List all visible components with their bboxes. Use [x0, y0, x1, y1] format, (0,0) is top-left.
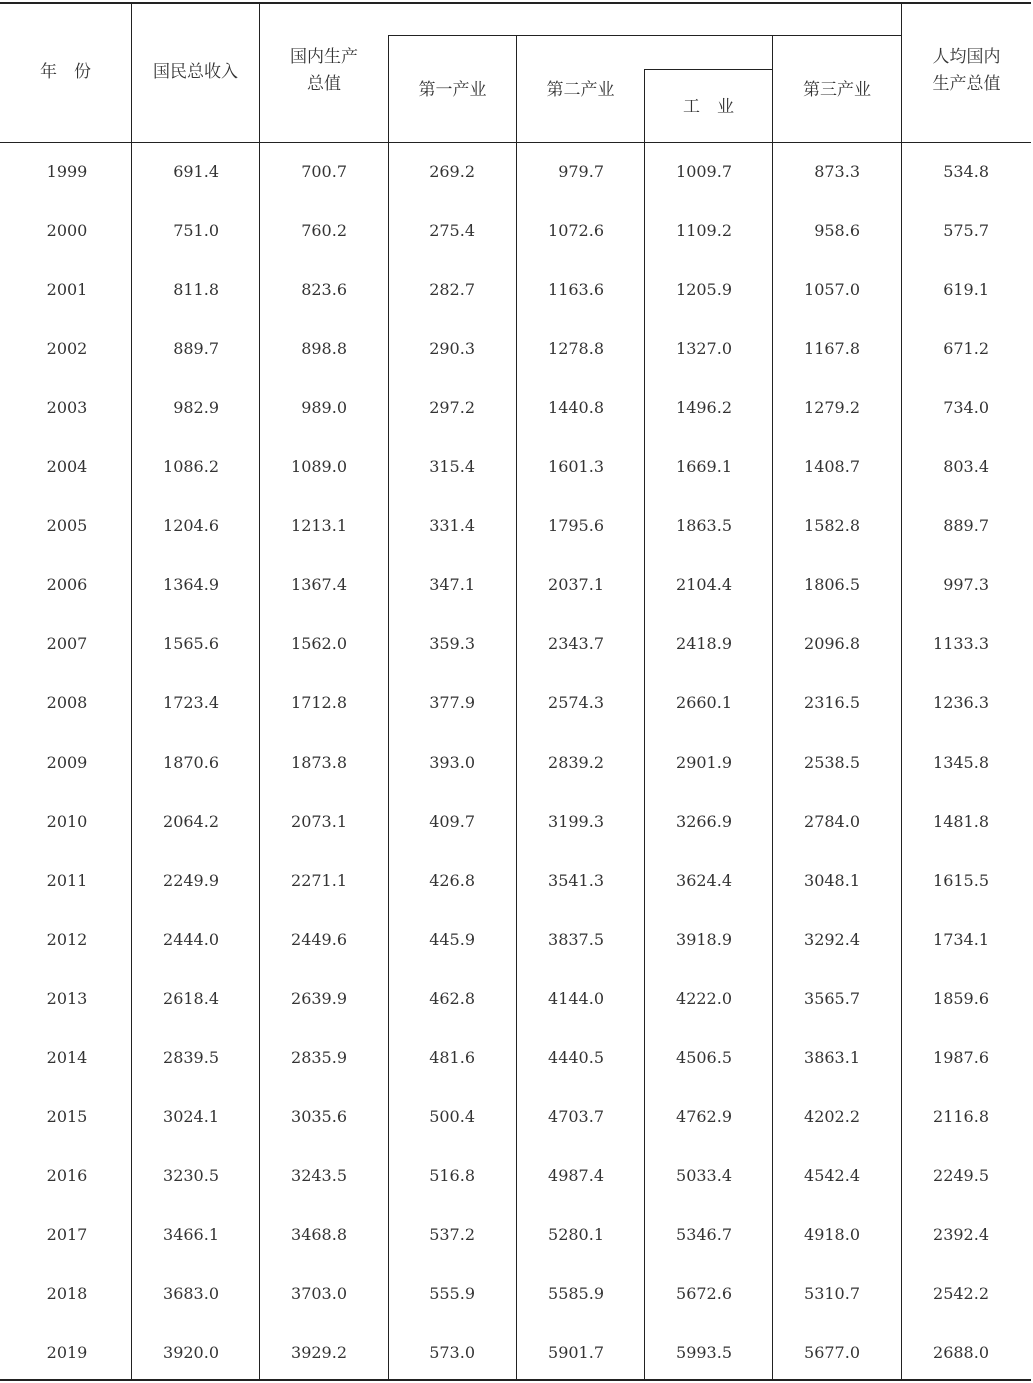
cell-tertiary-industry: 3565.7	[804, 989, 860, 1008]
cell-gdp: 898.8	[301, 339, 347, 358]
cell-gdp: 823.6	[301, 280, 347, 299]
cell-gdp: 3703.0	[291, 1284, 347, 1303]
cell-year: 2005	[46, 516, 88, 535]
cell-per-capita-gdp: 619.1	[943, 280, 989, 299]
cell-year: 2003	[46, 398, 88, 417]
cell-primary-industry: 347.1	[429, 575, 475, 594]
cell-secondary-industry: 5280.1	[548, 1225, 604, 1244]
cell-gross-national-income: 3230.5	[163, 1166, 219, 1185]
cell-per-capita-gdp: 2392.4	[933, 1225, 989, 1244]
cell-gross-national-income: 2618.4	[163, 989, 219, 1008]
cell-per-capita-gdp: 1133.3	[933, 634, 989, 653]
cell-industry: 1205.9	[676, 280, 732, 299]
header-per-capita-line1: 人均国内	[932, 47, 1001, 67]
cell-gdp: 2449.6	[291, 930, 347, 949]
header-primary-industry: 第一产业	[418, 80, 487, 100]
cell-primary-industry: 297.2	[429, 398, 475, 417]
cell-year: 2017	[46, 1225, 88, 1244]
cell-tertiary-industry: 5677.0	[804, 1343, 860, 1362]
cell-per-capita-gdp: 2542.2	[933, 1284, 989, 1303]
cell-gdp: 1712.8	[291, 693, 347, 712]
cell-industry: 2901.9	[676, 753, 732, 772]
cell-gross-national-income: 3024.1	[163, 1107, 219, 1126]
cell-tertiary-industry: 1806.5	[804, 575, 860, 594]
cell-industry: 5346.7	[676, 1225, 732, 1244]
cell-primary-industry: 290.3	[429, 339, 475, 358]
cell-industry: 1109.2	[676, 221, 732, 240]
cell-year: 2001	[46, 280, 88, 299]
cell-per-capita-gdp: 1345.8	[933, 753, 989, 772]
cell-gdp: 2639.9	[291, 989, 347, 1008]
cell-tertiary-industry: 1408.7	[804, 457, 860, 476]
cell-industry: 5033.4	[676, 1166, 732, 1185]
cell-secondary-industry: 4987.4	[548, 1166, 604, 1185]
cell-primary-industry: 377.9	[429, 693, 475, 712]
cell-gdp: 2271.1	[291, 871, 347, 890]
cell-tertiary-industry: 873.3	[814, 162, 860, 181]
cell-secondary-industry: 1072.6	[548, 221, 604, 240]
cell-secondary-industry: 1278.8	[548, 339, 604, 358]
cell-primary-industry: 462.8	[429, 989, 475, 1008]
header-secondary-industry: 第二产业	[546, 80, 615, 100]
cell-gdp: 1562.0	[291, 634, 347, 653]
cell-primary-industry: 573.0	[429, 1343, 475, 1362]
cell-industry: 3918.9	[676, 930, 732, 949]
cell-primary-industry: 282.7	[429, 280, 475, 299]
cell-gdp: 1367.4	[291, 575, 347, 594]
cell-secondary-industry: 3837.5	[548, 930, 604, 949]
cell-gdp: 700.7	[301, 162, 347, 181]
cell-primary-industry: 516.8	[429, 1166, 475, 1185]
cell-primary-industry: 481.6	[429, 1048, 475, 1067]
header-industry: 工 业	[683, 97, 734, 117]
cell-industry: 5993.5	[676, 1343, 732, 1362]
cell-per-capita-gdp: 2688.0	[933, 1343, 989, 1362]
cell-per-capita-gdp: 2249.5	[933, 1166, 989, 1185]
cell-year: 2004	[46, 457, 88, 476]
cell-primary-industry: 409.7	[429, 812, 475, 831]
header-gdp-line2: 总值	[307, 74, 341, 94]
cell-industry: 1863.5	[676, 516, 732, 535]
cell-gdp: 2073.1	[291, 812, 347, 831]
cell-year: 2013	[46, 989, 88, 1008]
cell-per-capita-gdp: 1734.1	[933, 930, 989, 949]
header-tertiary-industry: 第三产业	[803, 80, 871, 100]
cell-gdp: 1213.1	[291, 516, 347, 535]
cell-industry: 1009.7	[676, 162, 732, 181]
cell-gdp: 760.2	[301, 221, 347, 240]
cell-year: 1999	[46, 162, 88, 181]
cell-gross-national-income: 811.8	[173, 280, 219, 299]
cell-secondary-industry: 2037.1	[548, 575, 604, 594]
cell-secondary-industry: 1601.3	[548, 457, 604, 476]
cell-tertiary-industry: 4542.4	[804, 1166, 860, 1185]
header-year: 年 份	[40, 62, 91, 82]
cell-tertiary-industry: 2538.5	[804, 753, 860, 772]
header-per-capita-line2: 生产总值	[932, 74, 1001, 94]
cell-gdp: 2835.9	[291, 1048, 347, 1067]
cell-tertiary-industry: 1582.8	[804, 516, 860, 535]
cell-year: 2008	[46, 693, 88, 712]
cell-gdp: 1089.0	[291, 457, 347, 476]
cell-industry: 4762.9	[676, 1107, 732, 1126]
cell-primary-industry: 359.3	[429, 634, 475, 653]
cell-primary-industry: 393.0	[429, 753, 475, 772]
cell-year: 2015	[46, 1107, 88, 1126]
cell-per-capita-gdp: 1987.6	[933, 1048, 989, 1067]
cell-primary-industry: 445.9	[429, 930, 475, 949]
cell-primary-industry: 269.2	[429, 162, 475, 181]
cell-industry: 5672.6	[676, 1284, 732, 1303]
cell-per-capita-gdp: 997.3	[943, 575, 989, 594]
cell-secondary-industry: 5585.9	[548, 1284, 604, 1303]
cell-year: 2016	[46, 1166, 88, 1185]
cell-tertiary-industry: 5310.7	[804, 1284, 860, 1303]
cell-tertiary-industry: 4202.2	[804, 1107, 860, 1126]
cell-year: 2006	[46, 575, 88, 594]
cell-gross-national-income: 3920.0	[163, 1343, 219, 1362]
cell-primary-industry: 537.2	[429, 1225, 475, 1244]
cell-industry: 2418.9	[676, 634, 732, 653]
table-top-rule	[0, 2, 1031, 4]
cell-gross-national-income: 3683.0	[163, 1284, 219, 1303]
cell-primary-industry: 500.4	[429, 1107, 475, 1126]
cell-secondary-industry: 1440.8	[548, 398, 604, 417]
cell-gross-national-income: 1565.6	[163, 634, 219, 653]
cell-tertiary-industry: 1167.8	[804, 339, 860, 358]
header-gdp-line1: 国内生产	[290, 47, 358, 67]
cell-year: 2012	[46, 930, 88, 949]
cell-per-capita-gdp: 734.0	[943, 398, 989, 417]
cell-industry: 4506.5	[676, 1048, 732, 1067]
cell-per-capita-gdp: 575.7	[943, 221, 989, 240]
cell-gdp: 3035.6	[291, 1107, 347, 1126]
cell-per-capita-gdp: 1615.5	[933, 871, 989, 890]
cell-gross-national-income: 2064.2	[163, 812, 219, 831]
cell-year: 2007	[46, 634, 88, 653]
cell-industry: 4222.0	[676, 989, 732, 1008]
cell-per-capita-gdp: 671.2	[943, 339, 989, 358]
cell-tertiary-industry: 2316.5	[804, 693, 860, 712]
cell-tertiary-industry: 2096.8	[804, 634, 860, 653]
cell-gross-national-income: 2249.9	[163, 871, 219, 890]
cell-gross-national-income: 1870.6	[163, 753, 219, 772]
cell-gross-national-income: 2839.5	[163, 1048, 219, 1067]
cell-secondary-industry: 2574.3	[548, 693, 604, 712]
cell-industry: 1327.0	[676, 339, 732, 358]
cell-gross-national-income: 2444.0	[163, 930, 219, 949]
cell-secondary-industry: 979.7	[558, 162, 604, 181]
cell-per-capita-gdp: 889.7	[943, 516, 989, 535]
cell-year: 2019	[46, 1343, 88, 1362]
cell-industry: 1496.2	[676, 398, 732, 417]
cell-tertiary-industry: 2784.0	[804, 812, 860, 831]
cell-gdp: 3243.5	[291, 1166, 347, 1185]
cell-year: 2002	[46, 339, 88, 358]
cell-secondary-industry: 4703.7	[548, 1107, 604, 1126]
cell-per-capita-gdp: 1481.8	[933, 812, 989, 831]
cell-per-capita-gdp: 534.8	[943, 162, 989, 181]
cell-gross-national-income: 691.4	[173, 162, 219, 181]
cell-secondary-industry: 2343.7	[548, 634, 604, 653]
cell-secondary-industry: 1795.6	[548, 516, 604, 535]
cell-gross-national-income: 1364.9	[163, 575, 219, 594]
cell-industry: 1669.1	[676, 457, 732, 476]
cell-primary-industry: 275.4	[429, 221, 475, 240]
header-gross-national-income: 国民总收入	[153, 62, 238, 82]
cell-year: 2009	[46, 753, 88, 772]
cell-primary-industry: 426.8	[429, 871, 475, 890]
cell-gdp: 3929.2	[291, 1343, 347, 1362]
cell-tertiary-industry: 3048.1	[804, 871, 860, 890]
cell-industry: 2660.1	[676, 693, 732, 712]
cell-gdp: 1873.8	[291, 753, 347, 772]
cell-primary-industry: 315.4	[429, 457, 475, 476]
cell-per-capita-gdp: 803.4	[943, 457, 989, 476]
cell-gross-national-income: 1204.6	[163, 516, 219, 535]
cell-primary-industry: 331.4	[429, 516, 475, 535]
cell-gross-national-income: 889.7	[173, 339, 219, 358]
header-per-capita-gdp	[902, 44, 1031, 98]
cell-gross-national-income: 3466.1	[163, 1225, 219, 1244]
cell-primary-industry: 555.9	[429, 1284, 475, 1303]
cell-industry: 3266.9	[676, 812, 732, 831]
sector-header-rule	[388, 35, 901, 36]
cell-year: 2000	[46, 221, 88, 240]
cell-year: 2011	[46, 871, 88, 890]
cell-tertiary-industry: 4918.0	[804, 1225, 860, 1244]
cell-year: 2018	[46, 1284, 88, 1303]
cell-tertiary-industry: 1057.0	[804, 280, 860, 299]
cell-per-capita-gdp: 1236.3	[933, 693, 989, 712]
cell-secondary-industry: 4440.5	[548, 1048, 604, 1067]
cell-gross-national-income: 1086.2	[163, 457, 219, 476]
cell-secondary-industry: 2839.2	[548, 753, 604, 772]
cell-tertiary-industry: 1279.2	[804, 398, 860, 417]
cell-year: 2014	[46, 1048, 88, 1067]
cell-gross-national-income: 1723.4	[163, 693, 219, 712]
industry-header-rule	[644, 69, 773, 70]
cell-year: 2010	[46, 812, 88, 831]
cell-tertiary-industry: 3292.4	[804, 930, 860, 949]
cell-secondary-industry: 3541.3	[548, 871, 604, 890]
cell-per-capita-gdp: 2116.8	[933, 1107, 989, 1126]
cell-secondary-industry: 1163.6	[548, 280, 604, 299]
header-gdp	[260, 44, 388, 98]
cell-gdp: 3468.8	[291, 1225, 347, 1244]
cell-tertiary-industry: 958.6	[814, 221, 860, 240]
cell-secondary-industry: 4144.0	[548, 989, 604, 1008]
cell-gdp: 989.0	[301, 398, 347, 417]
cell-secondary-industry: 5901.7	[548, 1343, 604, 1362]
cell-tertiary-industry: 3863.1	[804, 1048, 860, 1067]
cell-industry: 2104.4	[676, 575, 732, 594]
cell-industry: 3624.4	[676, 871, 732, 890]
cell-per-capita-gdp: 1859.6	[933, 989, 989, 1008]
cell-secondary-industry: 3199.3	[548, 812, 604, 831]
cell-gross-national-income: 751.0	[173, 221, 219, 240]
cell-gross-national-income: 982.9	[173, 398, 219, 417]
